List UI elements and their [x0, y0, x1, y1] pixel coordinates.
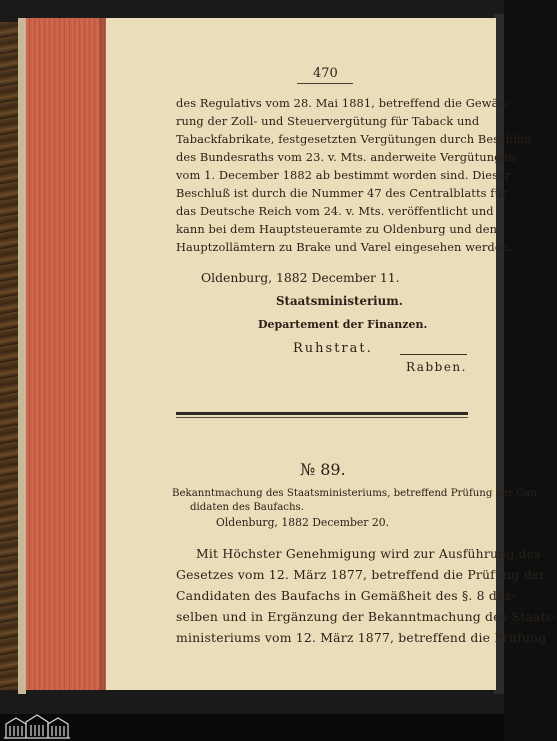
notice-body-line: Gesetzes vom 12. März 1877, betreffend die Prüfung der: [176, 567, 546, 582]
notice-body-line: Candidaten des Baufachs in Gemäßheit des §. 8 des-: [176, 588, 516, 603]
signatory: Ruhstrat.: [293, 341, 373, 356]
signature-rule: [400, 354, 467, 355]
page-number-rule: [297, 83, 353, 84]
paragraph-line: Hauptzollämtern zu Brake und Varel eingesehen werden.: [176, 240, 513, 254]
paragraph-line: Beschluß ist durch die Nummer 47 des Centralblatts für: [176, 186, 508, 200]
paragraph-line: das Deutsche Reich vom 24. v. Mts. veröffentlicht und: [176, 204, 494, 218]
notice-body-line: selben und in Ergänzung der Bekanntmachung des Staats-: [176, 609, 557, 624]
viewer-footer: [0, 714, 504, 741]
page-number: 470: [313, 66, 338, 81]
notice-body-line: Mit Höchster Genehmigung wird zur Ausführung des: [196, 546, 541, 561]
library-building-icon: [2, 712, 72, 740]
department-heading: Departement der Finanzen.: [258, 318, 428, 331]
authority-heading: Staatsministerium.: [276, 294, 403, 308]
paragraph-line: Tabackfabrikate, festgesetzten Vergütungen durch Beschluß: [176, 132, 532, 146]
notice-title-line: didaten des Baufachs.: [190, 502, 305, 513]
paragraph-line: vom 1. December 1882 ab bestimmt worden sind. Dieser: [176, 168, 511, 182]
notice-place-date: Oldenburg, 1882 December 20.: [216, 516, 390, 529]
paragraph-line: rung der Zoll- und Steuervergütung für Taback und: [176, 114, 480, 128]
notice-body-line: ministeriums vom 12. März 1877, betreffend die Prüfung: [176, 630, 547, 645]
paragraph-line: des Bundesraths vom 23. v. Mts. anderweite Vergütungen: [176, 150, 516, 164]
page-stack-edge: [26, 18, 106, 690]
section-divider: [176, 412, 468, 415]
spine-edge: [18, 18, 26, 694]
paragraph-line: kann bei dem Hauptsteueramte zu Oldenburg und den: [176, 222, 498, 236]
section-divider-thin: [176, 417, 468, 418]
paragraph-line: des Regulativs vom 28. Mai 1881, betreffend die Gewäh-: [176, 96, 510, 110]
place-date: Oldenburg, 1882 December 11.: [201, 270, 400, 285]
countersignatory: Rabben.: [406, 360, 467, 374]
notice-title-line: Bekanntmachung des Staatsministeriums, betreffend Prüfung der Can-: [172, 488, 541, 499]
notice-number: № 89.: [300, 460, 346, 479]
